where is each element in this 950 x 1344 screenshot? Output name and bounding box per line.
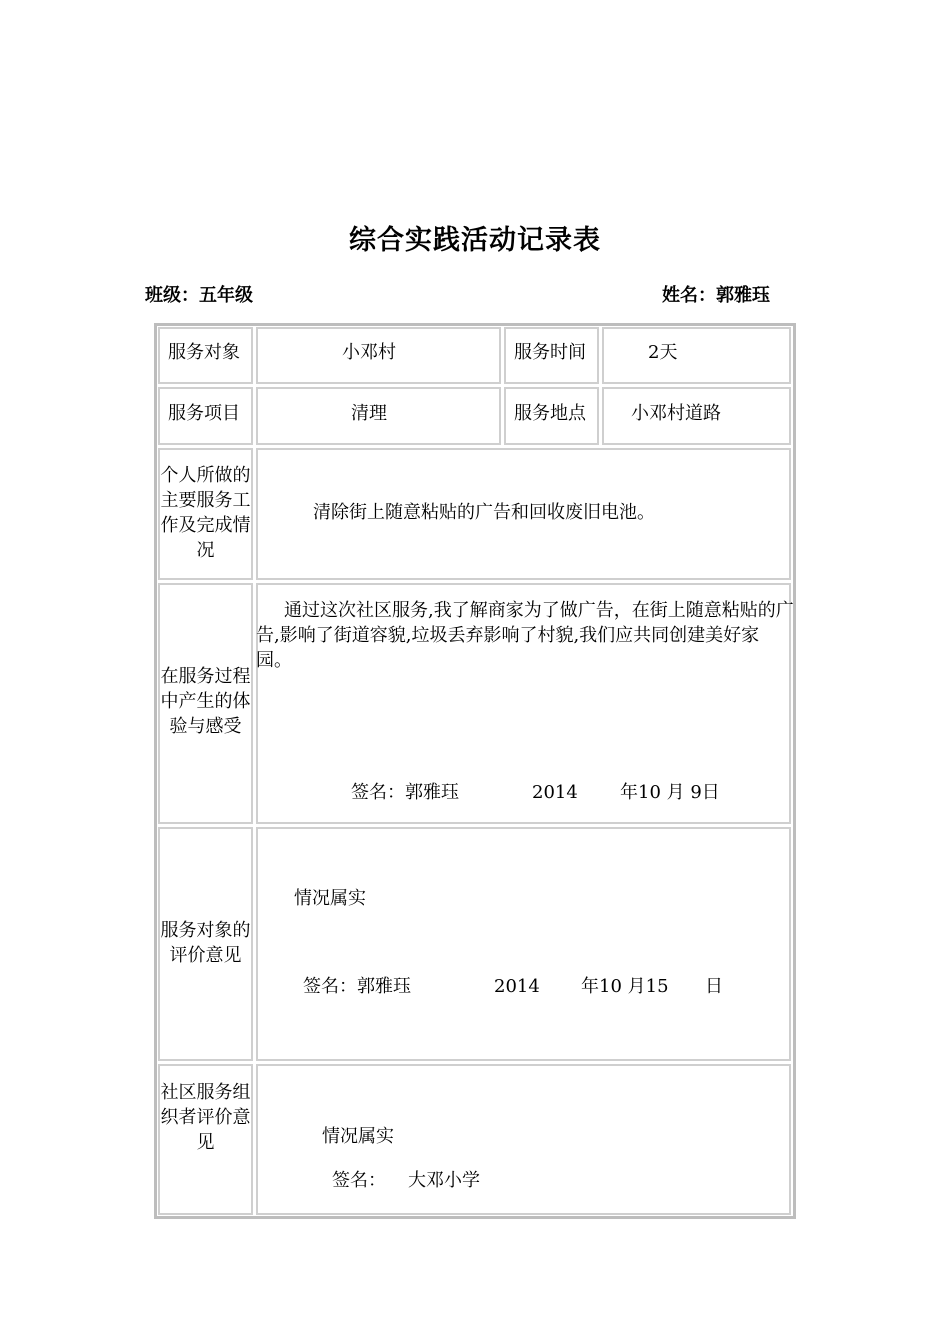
work-label: 个人所做的主要服务工作及完成情况 (160, 465, 251, 561)
service-time-label: 服务时间 (514, 342, 586, 363)
name-field: 姓名：郭雅珏 (662, 285, 770, 306)
organizer-eval-label: 社区服务组织者评价意见 (160, 1082, 251, 1153)
service-target-value: 小邓村 (342, 342, 396, 363)
service-place-value: 小邓村道路 (631, 403, 721, 424)
service-place-label: 服务地点 (514, 403, 586, 424)
organizer-eval-sign: 签名： (332, 1170, 386, 1191)
service-target-label: 服务对象 (168, 342, 240, 363)
class-field: 班级：五年级 (145, 285, 253, 306)
target-eval-year: 2014 (494, 976, 540, 997)
target-eval-sign: 签名：郭雅珏 (303, 976, 411, 997)
cell-service-time-value (602, 327, 791, 384)
organizer-eval-content: 情况属实 (322, 1126, 394, 1147)
experience-date: 年10 月 9日 (620, 782, 720, 803)
target-eval-label: 服务对象的评价意见 (160, 920, 251, 966)
service-time-value: 2天 (648, 342, 678, 363)
target-eval-date: 年10 月15 (581, 976, 669, 997)
target-eval-content: 情况属实 (294, 888, 366, 909)
experience-sign: 签名：郭雅珏 (351, 782, 459, 803)
cell-target-eval-content (256, 827, 791, 1061)
service-item-value: 清理 (351, 403, 387, 424)
organizer-eval-signer: 大邓小学 (408, 1170, 480, 1191)
page-title: 综合实践活动记录表 (349, 225, 601, 256)
experience-content: 通过这次社区服务,我了解商家为了做广告，在街上随意粘贴的广告,影响了街道容貌,垃圾丢弃影响了村貌,我们应共同创建美好家园。 (256, 600, 794, 671)
service-item-label: 服务项目 (168, 403, 240, 424)
work-content: 清除街上随意粘贴的广告和回收废旧电池。 (313, 502, 655, 523)
experience-label: 在服务过程中产生的体验与感受 (160, 666, 251, 737)
experience-year: 2014 (532, 782, 578, 803)
target-eval-day: 日 (705, 976, 723, 997)
